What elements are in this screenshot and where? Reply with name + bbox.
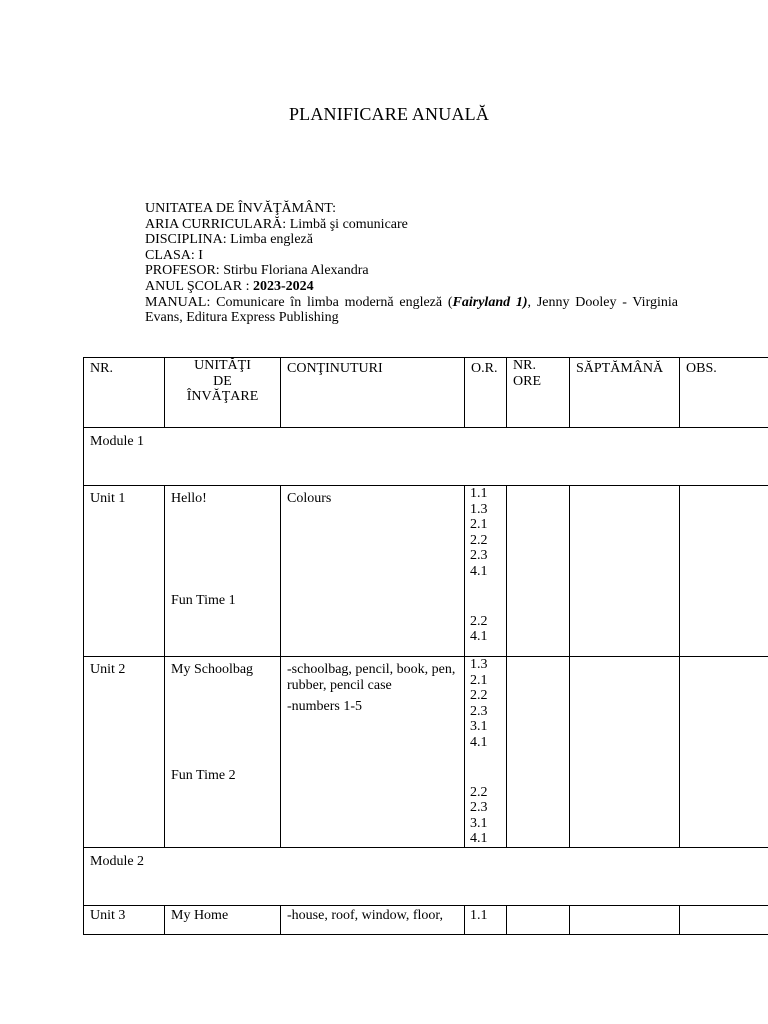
manual-line: MANUAL: Comunicare în limba modernă engleză (Fairyland 1), Jenny Dooley - Virginia Evans, Editura Express Publishing [145,294,678,326]
unit-2-continut: -schoolbag, pencil, book, pen, rubber, pencil case -numbers 1-5 [281,657,465,848]
unit-3-continut: -house, roof, window, floor, [281,905,465,934]
header-saptamana: SĂPTĂMÂNĂ [570,358,680,428]
header-or: O.R. [465,358,507,428]
unit-3-or: 1.1 [465,905,507,934]
header-obs: OBS. [680,358,768,428]
table-header-row [84,358,768,428]
unit-1-or: 1.1 1.3 2.1 2.2 2.3 4.1 2.2 4.1 [465,486,507,657]
profesor-line: PROFESOR: Stirbu Floriana Alexandra [145,263,369,279]
aria-line: ARIA CURRICULARĂ: Limbă şi comunicare [145,216,408,232]
unit-2-or: 1.3 2.1 2.2 2.3 3.1 4.1 2.2 2.3 3.1 4.1 [465,657,507,848]
module-row [84,428,768,486]
module-row [84,847,768,905]
clasa-line: CLASA: I [145,247,203,263]
unit-3-saptamana [570,905,680,934]
unit-3-nr: Unit 3 [84,905,165,934]
table-row [84,486,768,657]
unit-2-unitati: My Schoolbag Fun Time 2 [165,657,281,848]
module-2-label: Module 2 [84,847,768,905]
unit-1-obs [680,486,768,657]
unit-3-unitati: My Home [165,905,281,934]
unit-1-nr: Unit 1 [84,486,165,657]
document-info [145,201,678,326]
planning-table [83,357,768,935]
disciplina-line: DISCIPLINA: Limba engleză [145,232,313,248]
module-1-label: Module 1 [84,428,768,486]
page-title: PLANIFICARE ANUALĂ [288,104,490,124]
unit-1-continut: Colours [281,486,465,657]
header-nr-ore: NR. ORE [507,358,570,428]
unitate-line: UNITATEA DE ÎNVĂŢĂMÂNT: [145,201,337,216]
unit-2-nr: Unit 2 [84,657,165,848]
unit-3-obs [680,905,768,934]
table-row [84,905,768,934]
header-nr: NR. [84,358,165,428]
unit-1-unitati: Hello! Fun Time 1 [165,486,281,657]
an-scolar-line: ANUL ŞCOLAR : 2023-2024 [145,278,314,294]
unit-1-nr-ore [507,486,570,657]
unit-2-nr-ore [507,657,570,848]
unit-3-nr-ore [507,905,570,934]
header-unitati: UNITĂŢI DE ÎNVĂŢARE [165,358,281,428]
unit-1-saptamana [570,486,680,657]
unit-2-obs [680,657,768,848]
unit-2-saptamana [570,657,680,848]
table-row [84,657,768,848]
header-continuturi: CONŢINUTURI [281,358,465,428]
